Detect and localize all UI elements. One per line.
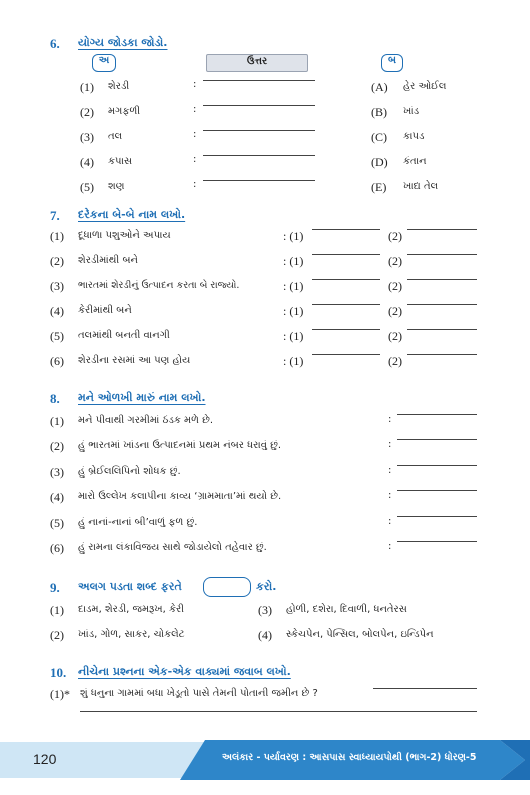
item-num: (2) bbox=[50, 439, 64, 453]
colon: : bbox=[388, 541, 392, 552]
answer-line[interactable] bbox=[407, 304, 477, 305]
colon: : bbox=[388, 516, 392, 527]
colon: : bbox=[193, 154, 197, 165]
match-right-num: (D) bbox=[371, 155, 388, 169]
answer-line[interactable] bbox=[80, 711, 477, 712]
item-num: (4) bbox=[258, 628, 272, 642]
item-num: (5) bbox=[50, 329, 64, 343]
match-left-item: શણ bbox=[108, 181, 125, 192]
section-10-title: નીચેના પ્રશ્નના એક-એક વાક્યમાં જવાબ લખો. bbox=[78, 665, 291, 678]
item-text: દૂધાળા પશુઓને અપાય bbox=[78, 230, 171, 241]
blank-2-label: (2) bbox=[388, 354, 402, 368]
answer-line[interactable] bbox=[312, 304, 380, 305]
circle-box-sample bbox=[203, 577, 251, 597]
match-right-item: કંતાન bbox=[403, 156, 427, 167]
item-num: (4) bbox=[50, 490, 64, 504]
match-right-num: (E) bbox=[371, 180, 387, 194]
item-num: (1) bbox=[50, 229, 64, 243]
blank-2-label: (2) bbox=[388, 304, 402, 318]
colon: : bbox=[388, 439, 392, 450]
answer-line[interactable] bbox=[312, 279, 380, 280]
match-left-num: (3) bbox=[80, 130, 94, 144]
item-num: (2) bbox=[50, 254, 64, 268]
answer-line[interactable] bbox=[373, 688, 477, 689]
blank-1-label: : (1) bbox=[283, 354, 304, 368]
match-left-item: કપાસ bbox=[108, 156, 133, 167]
item-text: હું નાનાં-નાનાં બી’વાળું ફળ છું. bbox=[78, 517, 198, 528]
column-a-label: અ bbox=[98, 55, 110, 66]
answer-line[interactable] bbox=[203, 130, 315, 131]
item-num: (1) bbox=[50, 603, 64, 617]
item-text: હું બ્રેઈલલિપિનો શોધક છું. bbox=[78, 466, 181, 477]
item-text: શેરડીમાંથી બને bbox=[78, 255, 138, 266]
section-10-number: 10. bbox=[50, 665, 67, 680]
section-8-title: મને ઓળખી મારું નામ લખો. bbox=[78, 391, 206, 404]
section-7-number: 7. bbox=[50, 208, 60, 223]
match-right-num: (A) bbox=[371, 80, 388, 94]
blank-2-label: (2) bbox=[388, 279, 402, 293]
item-num: (3) bbox=[258, 603, 272, 617]
answer-line[interactable] bbox=[397, 465, 477, 466]
match-right-num: (C) bbox=[371, 130, 387, 144]
item-text: કેરીમાંથી બને bbox=[78, 305, 132, 316]
answer-line[interactable] bbox=[203, 180, 315, 181]
section-9-number: 9. bbox=[50, 580, 60, 595]
item-num: (5) bbox=[50, 516, 64, 530]
item-text: ભારતમાં શેરડીનું ઉત્પાદન કરતા બે રાજ્યો. bbox=[78, 280, 240, 291]
answer-line[interactable] bbox=[312, 329, 380, 330]
answer-line[interactable] bbox=[407, 329, 477, 330]
answer-column-label: ઉત્તર bbox=[246, 56, 268, 67]
answer-line[interactable] bbox=[312, 354, 380, 355]
answer-line[interactable] bbox=[397, 541, 477, 542]
question-num: (1)* bbox=[50, 687, 70, 701]
match-left-num: (2) bbox=[80, 105, 94, 119]
answer-line[interactable] bbox=[397, 490, 477, 491]
section-6-number: 6. bbox=[50, 36, 60, 51]
item-text: હું ભારતમાં ખાંડના ઉત્પાદનમાં પ્રથમ નંબર ધરાવું છું. bbox=[78, 440, 282, 451]
answer-line[interactable] bbox=[203, 105, 315, 106]
item-text[interactable]: દાડમ, શેરડી, જમરૂખ, કેરી bbox=[78, 604, 185, 615]
section-9-title-end: કરો. bbox=[256, 580, 277, 593]
blank-1-label: : (1) bbox=[283, 254, 304, 268]
item-text[interactable]: સ્કેચપેન, પેન્સિલ, બોલપેન, ઇન્ડિપેન bbox=[286, 629, 434, 640]
answer-line[interactable] bbox=[407, 354, 477, 355]
column-b-label: બ bbox=[387, 55, 397, 66]
section-8-number: 8. bbox=[50, 391, 60, 406]
item-num: (6) bbox=[50, 354, 64, 368]
colon: : bbox=[388, 414, 392, 425]
footer-book-title: અલંકાર - પર્યાવરણ : આસપાસ સ્વાધ્યાયપોથી (ભાગ-2) ધોરણ-5 bbox=[222, 752, 477, 763]
answer-line[interactable] bbox=[203, 80, 315, 81]
colon: : bbox=[388, 465, 392, 476]
match-left-num: (1) bbox=[80, 80, 94, 94]
section-6-title: યોગ્ય જોડકા જોડો. bbox=[78, 36, 168, 49]
blank-1-label: : (1) bbox=[283, 229, 304, 243]
match-right-item: ખાંડ bbox=[403, 106, 420, 117]
blank-2-label: (2) bbox=[388, 254, 402, 268]
match-right-item: ખાદ્ય તેલ bbox=[403, 181, 439, 192]
answer-line[interactable] bbox=[312, 254, 380, 255]
answer-line[interactable] bbox=[397, 516, 477, 517]
section-9-title: અલગ પડતા શબ્દ ફરતે bbox=[78, 580, 182, 593]
colon: : bbox=[193, 129, 197, 140]
item-num: (2) bbox=[50, 628, 64, 642]
item-text: શેરડીના રસમાં આ પણ હોય bbox=[78, 355, 191, 366]
match-left-num: (5) bbox=[80, 180, 94, 194]
item-num: (1) bbox=[50, 414, 64, 428]
answer-line[interactable] bbox=[397, 414, 477, 415]
item-num: (4) bbox=[50, 304, 64, 318]
blank-1-label: : (1) bbox=[283, 304, 304, 318]
match-left-item: તલ bbox=[108, 131, 123, 142]
item-text: મને પીવાથી ગરમીમાં ઠંડક મળે છે. bbox=[78, 415, 214, 426]
match-right-num: (B) bbox=[371, 105, 387, 119]
match-left-item: મગફળી bbox=[108, 106, 141, 117]
section-7-title: દરેકના બે-બે નામ લખો. bbox=[78, 208, 186, 221]
colon: : bbox=[193, 179, 197, 190]
answer-line[interactable] bbox=[203, 155, 315, 156]
item-text[interactable]: હોળી, દશેરા, દિવાળી, ધનતેરસ bbox=[286, 604, 407, 615]
answer-line[interactable] bbox=[407, 279, 477, 280]
question-text: શું ધનુના ગામમાં બધા ખેડૂતો પાસે તેમની પોતાની જમીન છે ? bbox=[80, 688, 318, 699]
blank-2-label: (2) bbox=[388, 229, 402, 243]
page-number: 120 bbox=[33, 751, 57, 767]
item-text[interactable]: ખાંડ, ગોળ, સાકર, ચોકલેટ bbox=[78, 629, 185, 640]
item-num: (3) bbox=[50, 279, 64, 293]
item-text: તલમાંથી બનતી વાનગી bbox=[78, 330, 170, 341]
match-right-item: હેર ઓઈલ bbox=[403, 81, 447, 92]
match-left-item: શેરડી bbox=[108, 81, 130, 92]
answer-line[interactable] bbox=[397, 439, 477, 440]
answer-line[interactable] bbox=[407, 254, 477, 255]
match-right-item: કાપડ bbox=[403, 131, 425, 142]
item-num: (3) bbox=[50, 465, 64, 479]
colon: : bbox=[388, 490, 392, 501]
match-left-num: (4) bbox=[80, 155, 94, 169]
colon: : bbox=[193, 104, 197, 115]
blank-1-label: : (1) bbox=[283, 329, 304, 343]
item-text: મારો ઉલ્લેખ કલાપીના કાવ્ય ‘ગ્રામમાતા’માં થયો છે. bbox=[78, 491, 282, 502]
colon: : bbox=[193, 79, 197, 90]
blank-2-label: (2) bbox=[388, 329, 402, 343]
answer-line[interactable] bbox=[407, 229, 477, 230]
item-text: હું રામના લંકાવિજય સાથે જોડાયેલો તહેવાર છું. bbox=[78, 542, 267, 553]
item-num: (6) bbox=[50, 541, 64, 555]
blank-1-label: : (1) bbox=[283, 279, 304, 293]
answer-line[interactable] bbox=[312, 229, 380, 230]
